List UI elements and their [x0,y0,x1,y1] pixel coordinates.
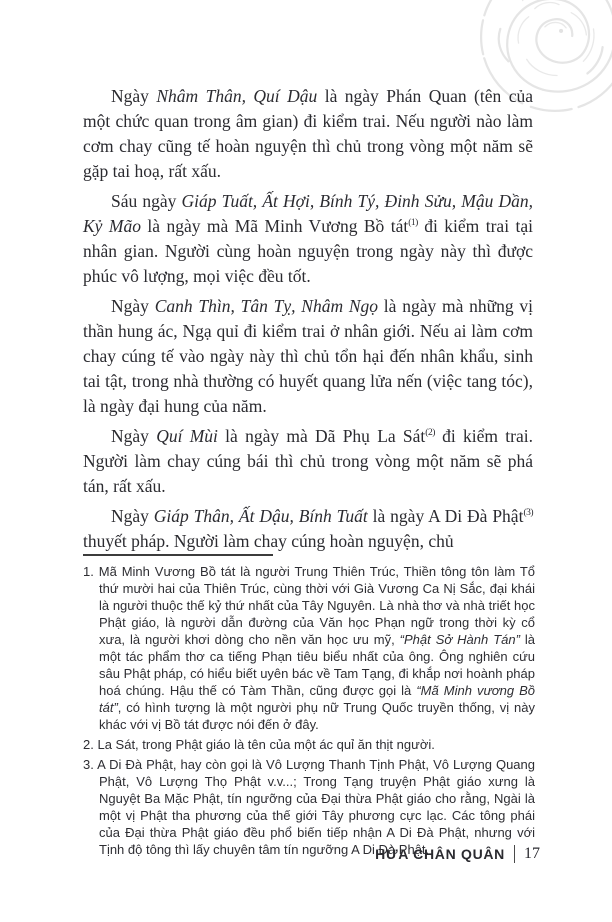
footnote-number: 2. [83,737,98,752]
text-run: Ngày [111,426,157,446]
text-run: đi kiểm trai tại nhân gian. Người cùng hoàn nguyện trong ngày này thì được phúc vô lượng, mọi việc đều tốt. [83,216,533,286]
footer-divider-bar [514,845,515,863]
text-run: Ngày [111,296,155,316]
page-footer [375,845,540,863]
text-run: Mã Minh Vương Bồ tát là người Trung Thiên Trúc, Thiền tông tôn làm Tổ thứ mười hai của Thiên Trúc, cùng thời với Già Vương Ca Nị Sắc, đại khái là người thuộc thế kỷ thứ nhất của Tây Nguyên. Là nhà thơ và nhà triết học Phật giáo, là người dẫn đường của Văn học Phạn ngữ trong thời kỳ cổ xưa, là người khơi dòng cho nền văn học ưu mỹ, [98,564,535,647]
text-run: là ngày Phán Quan (tên của một chức quan trong âm gian) đi kiểm trai. Nếu người nào làm cơm chay cũng tế hoàn nguyện thì chủ trong vòng một năm sẽ gặp tai hoạ, rất xấu. [83,86,533,181]
text-run: La Sát, trong Phật giáo là tên của một ác quỉ ăn thịt người. [97,737,435,752]
body-paragraph [83,84,533,184]
emphasis-text: Giáp Tuất, Ất Hợi, Bính Tý, Đinh Sửu, Mậu Dần, Kỷ Mão [83,191,533,236]
text-run: A Di Đà Phật, hay còn gọi là Vô Lượng Thanh Tịnh Phật, Vô Lượng Quang Phật, Vô Lượng Thọ Phật v.v...; Trong Tạng truyện Phật giáo xưng là Nguyệt Ba Mặc Phật, tín ngưỡng của Đại thừa Phật giáo cho rằng, Ngài là một vị Phật tha phương của thế giới Tây phương cực lạc. Các tông phái của Đại thừa Phật giáo đều phổ biến tiếp nhận A Di Đà Phật, nhưng với Tịnh độ tông thì lấy chuyên tâm tín ngưỡng A Di Đà Phật. [97,757,535,857]
footnote-number: 1. [83,564,99,579]
text-run: là ngày A Di Đà Phật [367,506,524,526]
page-number: 17 [524,845,540,862]
emphasis-text: Giáp Thân, Ất Dậu, Bính Tuất [153,506,368,526]
text-run: đi kiểm trai. Người làm chay cúng bái thì chủ trong vòng một năm sẽ phá tán, rất xấu. [83,426,533,496]
emphasis-text: Canh Thìn, Tân Tỵ, Nhâm Ngọ [154,296,379,316]
dragon-eye [559,29,563,33]
text-run: thuyết pháp. Người làm chay cúng hoàn nguyện, chủ [83,531,454,551]
body-paragraph [83,294,533,419]
footnote-ref: (3) [523,508,534,519]
body-paragraph [83,504,533,554]
text-run: là ngày mà những vị thần hung ác, Ngạ quỉ đi kiểm trai ở nhân giới. Nếu ai làm cơm chay cúng tế vào ngày này thì chủ tổn hại đến nhân khẩu, sinh tai tật, trong nhà thường có huyết quang lửa nến (việc tang tóc), là ngày đại hung của năm. [83,296,534,416]
footnote-ref: (1) [408,218,418,229]
emphasis-text: Nhâm Thân, Quí Dậu [156,86,318,106]
body-paragraph [83,424,533,499]
footnote-item [83,756,535,858]
footer-author: HỨA CHÂN QUÂN [375,846,505,862]
footnote-list [83,563,535,858]
footnote-ref: (2) [425,428,435,439]
text-run: Ngày [111,86,157,106]
text-run: Sáu ngày [111,191,182,211]
text-run: Ngày [111,506,154,526]
footnotes-section [83,552,535,861]
footnote-item [83,563,535,733]
emphasis-text: Quí Mùi [156,426,218,446]
text-run: là một tác phẩm thơ ca tiếng Phạn tiêu biểu nhất của ông. Ông nghiên cứu sâu Phật pháp, có hiểu biết uyên bác về Tam Tạng, đi khắp nơi hoành pháp hoá chúng. Hậu thế có Tàm Thần, cũng được gọi là [99,632,536,698]
text-run: là ngày mà Mã Minh Vương Bồ tát [140,216,409,236]
emphasis-text: “Mã Minh vương Bồ tát” [99,683,536,715]
text-run: là ngày mà Dã Phụ La Sát [217,426,426,446]
body-text [83,84,533,559]
text-run: , có hình tượng là một người phụ nữ Trung Quốc truyền thống, vị này khác với vị Bồ tát được nói đến ở đây. [99,700,535,732]
footnote-item [83,736,535,753]
emphasis-text: “Phật Sở Hành Tán” [399,632,520,647]
body-paragraph [83,189,533,289]
footnote-divider [83,554,273,556]
footnote-number: 3. [83,757,98,772]
